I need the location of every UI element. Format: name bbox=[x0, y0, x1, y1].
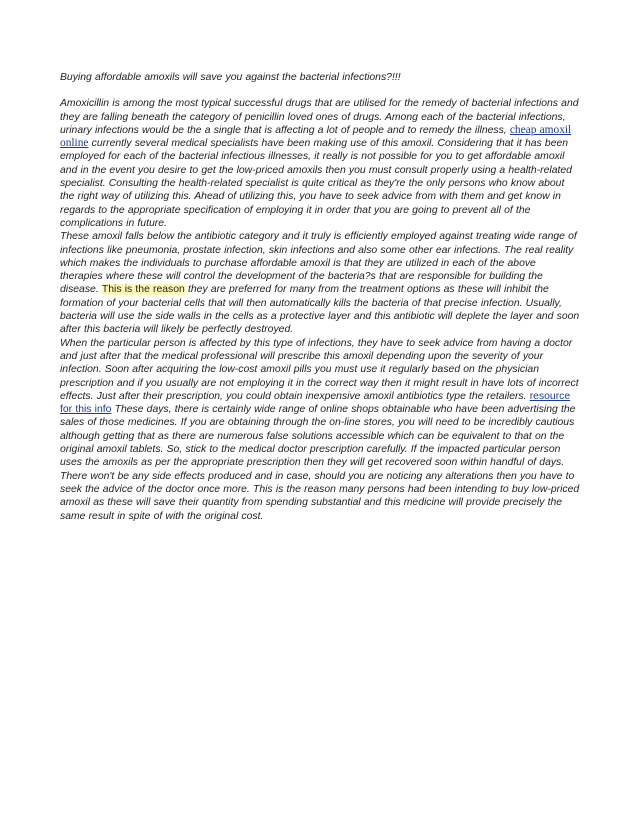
document-body bbox=[60, 71, 580, 523]
paragraph-1-text-a: Amoxicillin is among the most typical successful drugs that are utilised for the remedy of bacterial infections and they are falling beneath the category of penicillin loved ones of drugs. Among each of the bacterial infections, urinary infections would be the a single that is affecting a lot of people and to remedy the illness, bbox=[60, 98, 579, 136]
document-title: Buying affordable amoxils will save you against the bacterial infections?!!! bbox=[60, 72, 401, 83]
resource-for-this-info-link[interactable]: resource for this info bbox=[60, 390, 571, 416]
paragraph-1 bbox=[60, 97, 580, 230]
paragraph-3-text-b: These days, there is certainly wide range of online shops obtainable who have been advertising the sales of those medicines. If you are obtaining through the on-line stores, you will need to be incredibly cautious although getting that as there are numerous false solutions accessible which can be equivalent to that on the original amoxil tablets. So, stick to the medical doctor prescription carefully. If the impacted particular person uses the amoxils as per the appropriate prescription then they will get recovered soon within handful of days. There won't be any side effects produced and in case, should you are noticing any alterations then you have to seek the advice of the doctor once more. This is the reason many persons had been intending to buy low-priced amoxil as these will save their quantity from spending substantial and this medicine will provide precisely the same result in spite of with the original cost. bbox=[60, 404, 580, 522]
paragraph-3 bbox=[60, 337, 580, 523]
cheap-amoxil-online-link[interactable]: cheap amoxil online bbox=[60, 123, 572, 150]
highlighted-phrase: This is the reason bbox=[101, 284, 185, 296]
paragraph-3-text-a: When the particular person is affected by this type of infections, they have to seek advice from having a doctor and just after that the medical professional will prescribe this amoxil depending upon the severity of your infection. Soon after acquiring the low-cost amoxil pills you must use it regularly based on the physician prescription and if you usually are not employing it in the correct way then it might result in have lots of incorrect effects. Just after their prescription, you could obtain inexpensive amoxil antibiotics type the retailers. bbox=[60, 337, 579, 402]
paragraph-2-text-a: These amoxil falls below the antibiotic category and it truly is efficiently employed against treating wide range of infections like pneumonia, prostate infection, skin infections and also some other ear infections. The real reality which makes the individuals to purchase affordable amoxil is that they are utilized in each of the above therapies where these will control the development of the bacteria?s that are responsible for building the disease. bbox=[60, 231, 577, 296]
paragraph-2 bbox=[60, 230, 580, 336]
paragraph-1-text-b: currently several medical specialists have been making use of this amoxil. Considering that it has been employed for each of the bacterial infectious illnesses, it really is not possible for you to get affordable amoxil and in the event you desire to get the low-priced amoxils then you must consult properly using a health-related specialist. Consulting the health-related specialist is quite critical as they're the only persons who know about the right way of utilizing this. Ahead of utilizing this, you have to seek advice from with them and get know in regards to the appropriate specification of employing it in order that you are going to prevent all of the complications in future. bbox=[60, 138, 572, 229]
paragraph-2-text-b: they are preferred for many from the treatment options as these will inhibit the formation of your bacterial cells that will then automatically kills the bacteria of that precise infection. Usually, bacteria will use the side walls in the cells as a protective layer and this antibiotic will deplete the layer and soon after this bacteria will likely be perfectly destroyed. bbox=[60, 284, 580, 336]
